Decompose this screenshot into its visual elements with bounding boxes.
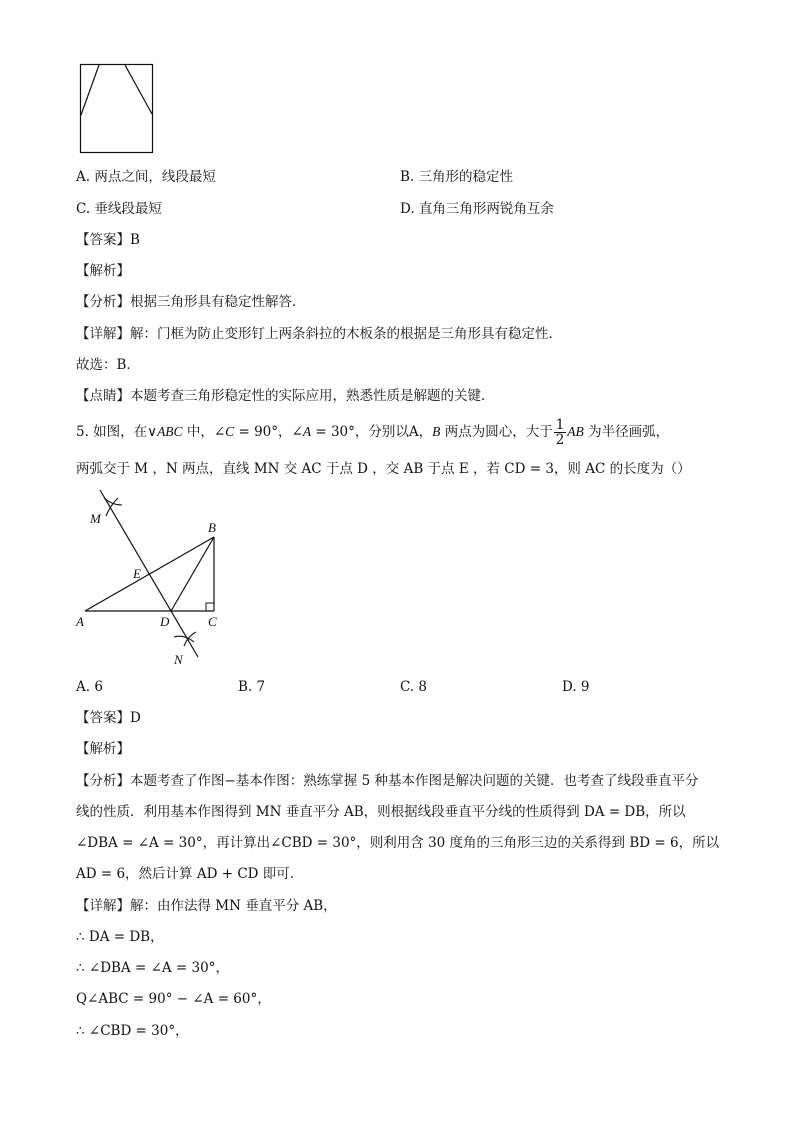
q5-stem-text: 5. 如图，在∨ bbox=[76, 424, 158, 440]
q5-stem-text: 中，∠ bbox=[182, 424, 226, 440]
q5-step-1: ∴ DA = DB， bbox=[76, 929, 164, 945]
q5-analysis-line2: 线的性质．利用基本作图得到 MN 垂直平分 AB，则根据线段垂直平分线的性质得到 DA = DB，所以 bbox=[76, 804, 686, 820]
label-c: C bbox=[208, 614, 217, 629]
q5-stem-text: = 30°，分别以A， bbox=[311, 424, 433, 440]
q4-option-b: B. 三角形的稳定性 bbox=[400, 169, 514, 185]
left-brace bbox=[81, 65, 99, 115]
q5-stem-line1 bbox=[76, 418, 669, 447]
q5-detail-line1: 【详解】解：由作法得 MN 垂直平分 AB， bbox=[76, 898, 337, 914]
right-brace bbox=[125, 65, 152, 114]
q4-answer: 【答案】B bbox=[76, 232, 140, 248]
q5-stem-line2: 两弧交于 M ，N 两点，直线 MN 交 AC 于点 D ，交 AB 于点 E ，若 CD = 3，则 AC 的长度为（） bbox=[76, 461, 691, 477]
q5-option-c: C. 8 bbox=[400, 679, 428, 695]
q4-choose: 故选：B． bbox=[76, 357, 140, 373]
fraction-numerator: 1 bbox=[555, 417, 565, 433]
door-frame-rect bbox=[81, 65, 153, 153]
q5-stem-text: 两点为圆心，大于 bbox=[440, 424, 553, 440]
q5-stem-a: A bbox=[302, 424, 312, 439]
line-mn bbox=[100, 490, 198, 657]
q5-analysis-line3: ∠DBA = ∠A = 30°，再计算出∠CBD = 30°，则利用含 30 度角的三角形三边的关系得到 BD = 6，所以 bbox=[76, 835, 720, 851]
q5-step-3: Q∠ABC = 90° − ∠A = 60°， bbox=[76, 991, 271, 1007]
label-a: A bbox=[76, 614, 84, 629]
q4-detail: 【详解】解：门框为防止变形钉上两条斜拉的木板条的根据是三角形具有稳定性． bbox=[76, 326, 562, 342]
label-d: D bbox=[160, 614, 170, 629]
q5-step-2: ∴ ∠DBA = ∠A = 30°， bbox=[76, 960, 229, 976]
q5-analysis-line1: 【分析】本题考查了作图−基本作图：熟练掌握 5 种基本作图是解决问题的关键．也考查了线段垂直平分 bbox=[76, 773, 699, 789]
q5-stem-ab: AB bbox=[567, 424, 584, 439]
q5-step-4: ∴ ∠CBD = 30°， bbox=[76, 1023, 189, 1039]
q5-option-b: B. 7 bbox=[238, 679, 266, 695]
q5-jiexi-heading: 【解析】 bbox=[76, 741, 130, 757]
q5-answer: 【答案】D bbox=[76, 710, 141, 726]
label-e: E bbox=[133, 566, 141, 581]
q4-option-d: D. 直角三角形两锐角互余 bbox=[400, 201, 554, 217]
q5-stem-text: = 90°，∠ bbox=[234, 424, 303, 440]
fraction-denominator: 2 bbox=[555, 432, 565, 448]
q5-option-a: A. 6 bbox=[76, 679, 103, 695]
q4-analysis: 【分析】根据三角形具有稳定性解答． bbox=[76, 294, 306, 310]
q5-stem-text: 为半径画弧， bbox=[583, 424, 670, 440]
right-angle-mark bbox=[206, 603, 214, 611]
triangle-figure bbox=[70, 486, 250, 672]
label-m: M bbox=[90, 511, 101, 526]
q4-jiexi-heading: 【解析】 bbox=[76, 263, 130, 279]
q5-stem-abc: ABC bbox=[157, 424, 183, 439]
q5-analysis-line4: AD = 6，然后计算 AD + CD 即可． bbox=[76, 866, 304, 882]
q5-fraction bbox=[554, 418, 567, 447]
q5-option-d: D. 9 bbox=[562, 679, 590, 695]
q4-option-c: C. 垂线段最短 bbox=[76, 201, 162, 217]
q5-stem-c: C bbox=[225, 424, 235, 439]
label-b: B bbox=[208, 520, 216, 535]
q4-comment: 【点睛】本题考查三角形稳定性的实际应用，熟悉性质是解题的关键． bbox=[76, 388, 495, 404]
q5-stem-b: B bbox=[432, 424, 441, 439]
q4-option-a: A. 两点之间，线段最短 bbox=[76, 169, 216, 185]
segment-bd bbox=[171, 537, 214, 611]
door-frame-figure bbox=[78, 60, 158, 156]
label-n: N bbox=[174, 652, 183, 667]
arc-n-1 bbox=[174, 636, 194, 642]
